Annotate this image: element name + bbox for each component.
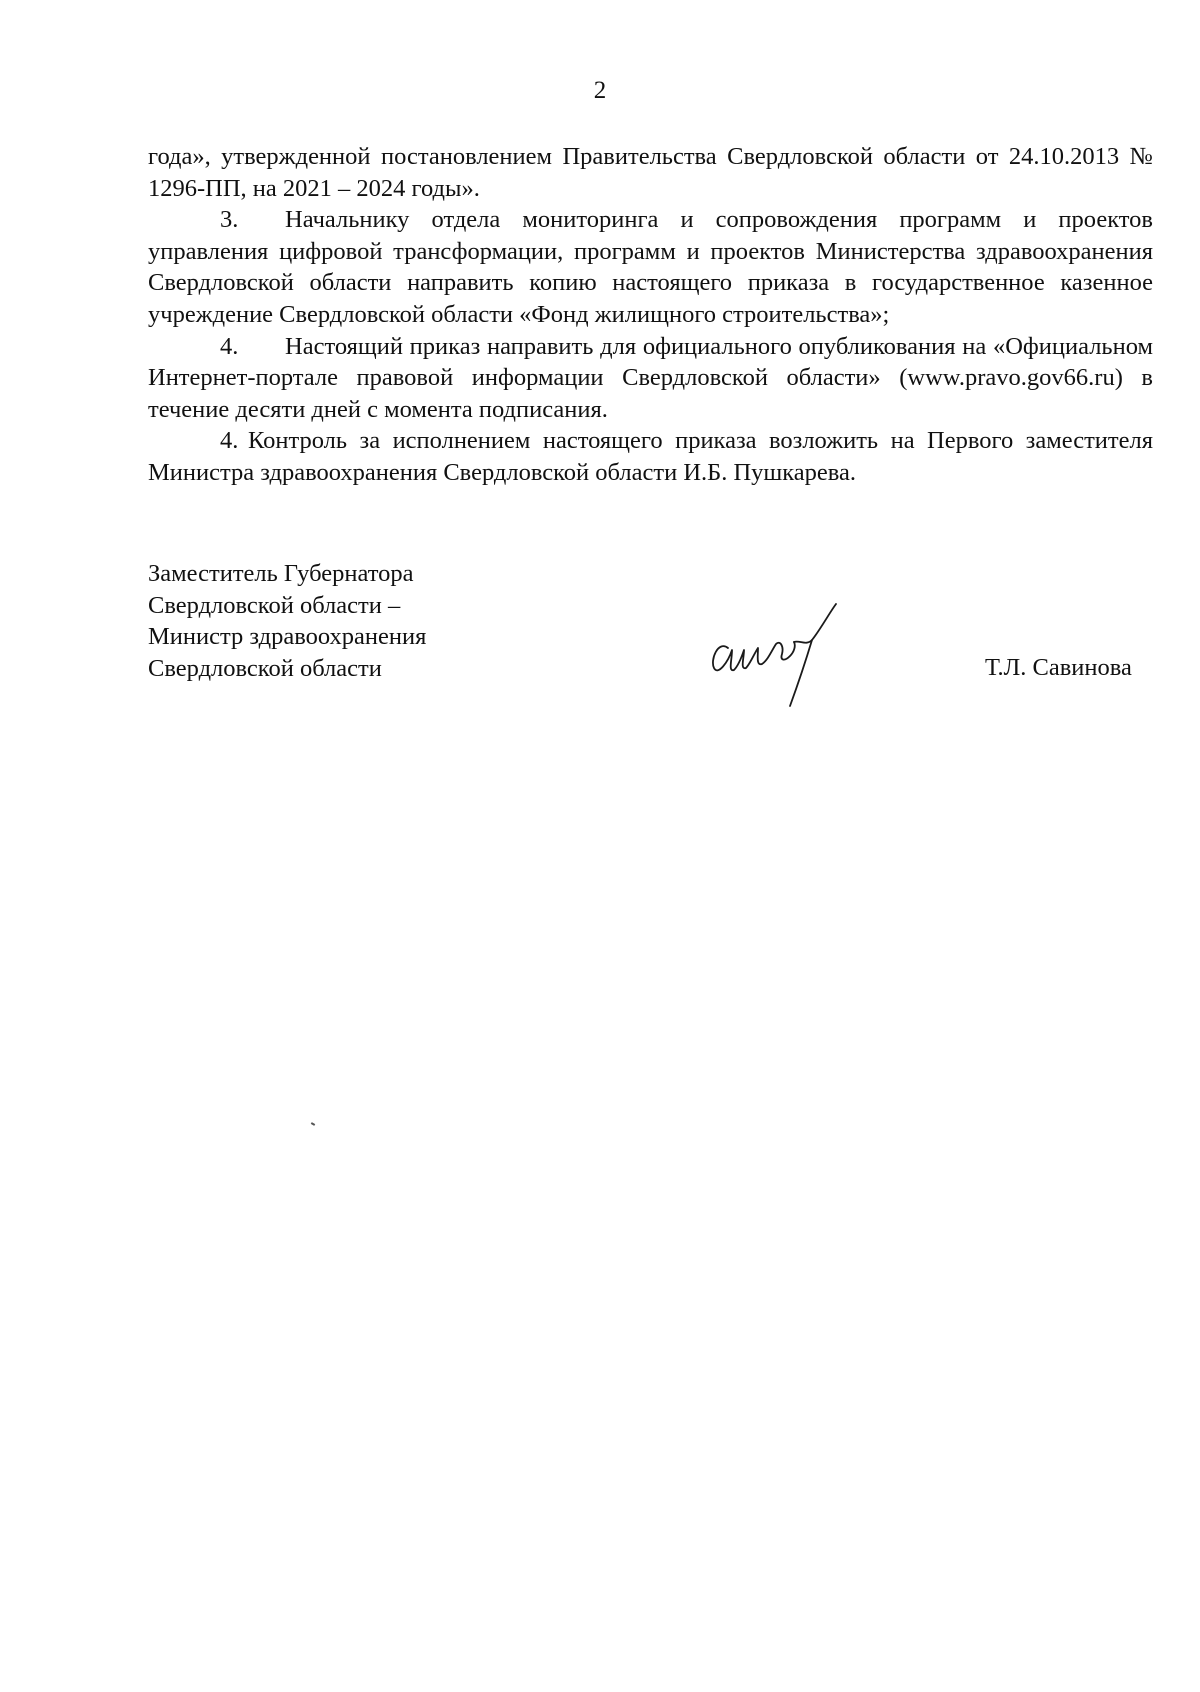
signatory-title-line: Свердловской области [148,654,382,682]
paragraph-text: Начальнику отдела мониторинга и сопровождения программ и проектов управления цифровой трансформации, программ и проектов Министерства здравоохранения Свердловской области направить копию настоящего приказа в государственное казенное учреждение Свердловской области «Фонд жилищного строительства»; [148,206,1153,328]
paragraph-number: 3. [220,206,239,234]
paragraph-text: Настоящий приказ направить для официального опубликования на «Официальном Интернет-портале правовой информации Свердловской области» (www.pravo.gov66.ru) в течение десяти дней с момента подписания. [148,332,1153,423]
signatory-title-line: Свердловской области – [148,591,401,619]
document-body [148,141,1153,489]
handwritten-signature-icon [708,600,858,708]
page-number: 2 [593,77,607,104]
paragraph-number: 4. [220,427,239,455]
signatory-title-line: Министр здравоохранения [148,623,427,651]
scan-speck [311,1122,315,1126]
signatory-title-line: Заместитель Губернатора [148,560,414,587]
paragraph-5 [148,425,1153,488]
signatory-name: Т.Л. Савинова [985,654,1132,681]
paragraph-text: Контроль за исполнением настоящего приказа возложить на Первого заместителя Министра здравоохранения Свердловской области И.Б. Пушкарева. [148,427,1153,486]
paragraph-text: года», утвержденной постановлением Правительства Свердловской области от 24.10.2013 № 1296-ПП, на 2021 – 2024 годы». [148,143,1153,202]
paragraph-number: 4. [220,332,239,360]
paragraph-4 [148,331,1153,426]
paragraph-3 [148,204,1153,330]
paragraph-continuation [148,141,1153,204]
signatory-title [148,558,548,684]
